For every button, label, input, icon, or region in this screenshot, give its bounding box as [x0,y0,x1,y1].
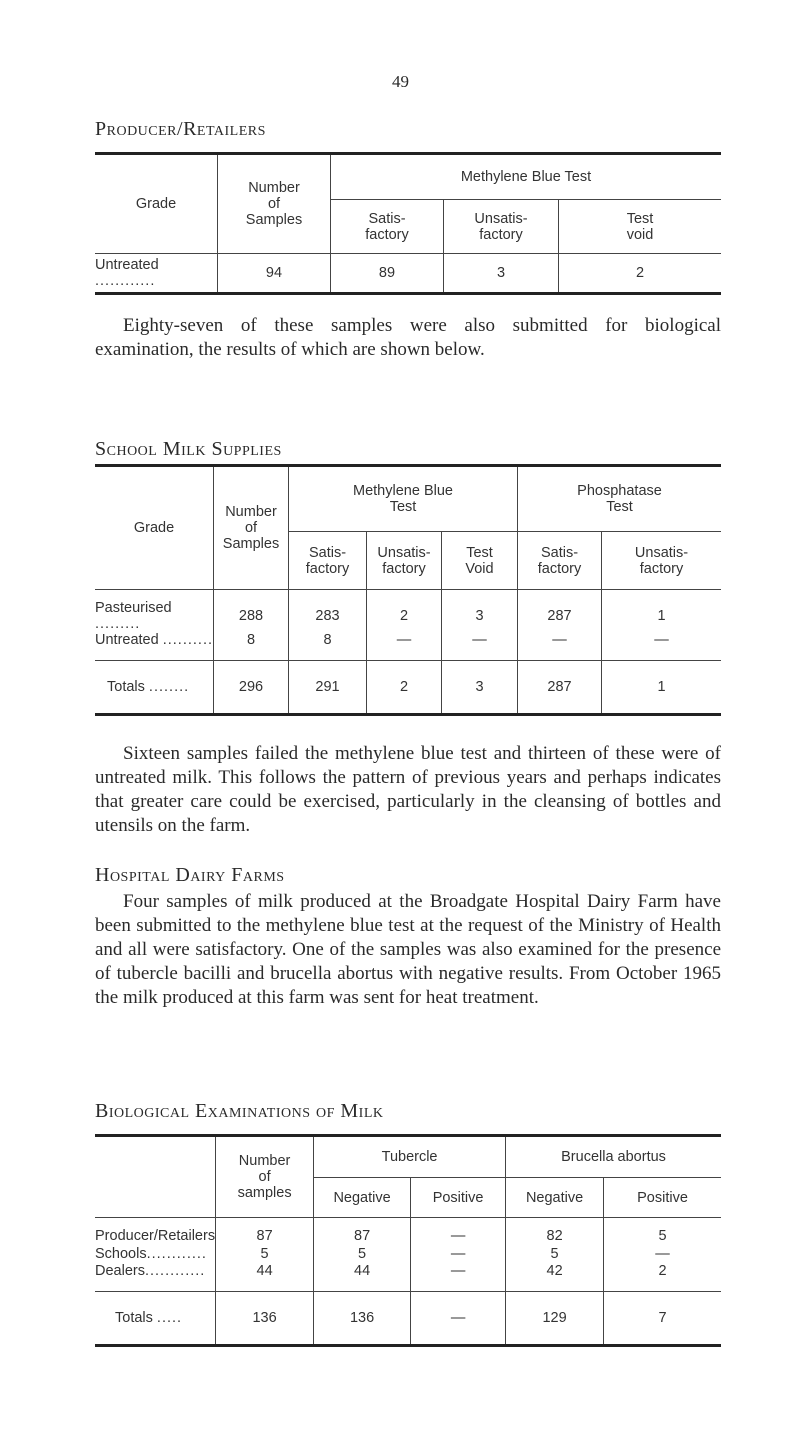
cell-test-void: 2 [559,254,722,294]
row-label: Untreated ............ [95,254,218,294]
col-header-satisfactory: Satis- factory [331,200,444,254]
cell-mbt-unsatisfactory: 2 [367,590,442,633]
totals-label: Totals ..... [95,1291,216,1345]
cell-phos-unsatisfactory: 1 [602,590,722,633]
cell-tubercle-positive: — [411,1244,506,1263]
col-header-number: Number of Samples [214,466,289,590]
table-row [95,590,721,633]
cell-mbt-satisfactory: 8 [289,632,367,660]
col-header-number: Number of Samples [218,154,331,254]
cell-phos-unsatisfactory: — [602,632,722,660]
row-label: Pasteurised ......... [95,600,172,632]
cell-unsatisfactory: 3 [444,254,559,294]
col-header-tubercle-positive: Positive [411,1178,506,1218]
totals-row [95,1291,721,1345]
cell-number: 94 [218,254,331,294]
section-heading-hospital-dairy: Hospital Dairy Farms [95,864,285,886]
col-header-unsatisfactory: Unsatis- factory [444,200,559,254]
col-header-test-void: Test void [559,200,722,254]
cell-number: 8 [214,632,289,660]
section-heading-producer-retailers: Producer/Retailers [95,118,266,140]
table-row [95,1263,721,1291]
row-label: Untreated .......... [95,632,214,648]
cell-number: 87 [216,1218,314,1245]
paragraph-producer-retailers: Eighty-seven of these samples were also submitted for biological examination, the results of which are shown below. [95,315,721,360]
col-group-tubercle: Tubercle [314,1136,506,1178]
cell-brucella-negative: 129 [506,1291,604,1345]
cell-test-void: 3 [442,590,518,633]
school-milk-table [95,464,721,716]
cell-tubercle-positive: — [411,1263,506,1291]
cell-phos-unsatisfactory: 1 [602,660,722,714]
section-heading-biological: Biological Examinations of Milk [95,1100,384,1122]
cell-tubercle-positive: — [411,1291,506,1345]
col-header-phos-satisfactory: Satis- factory [518,532,602,590]
cell-test-void: 3 [442,660,518,714]
cell-phos-satisfactory: 287 [518,590,602,633]
cell-brucella-positive: 5 [604,1218,721,1245]
cell-phos-satisfactory: 287 [518,660,602,714]
col-header-grade: Grade [95,154,218,254]
col-header-test-void: Test Void [442,532,518,590]
cell-test-void: — [442,632,518,660]
cell-number: 296 [214,660,289,714]
cell-brucella-positive: 7 [604,1291,721,1345]
table-row [95,1218,721,1245]
cell-brucella-negative: 5 [506,1244,604,1263]
page-number: 49 [392,72,409,91]
col-group-methylene-blue: Methylene Blue Test [331,154,722,200]
col-header-blank [95,1136,216,1218]
cell-phos-satisfactory: — [518,632,602,660]
col-header-phos-unsatisfactory: Unsatis- factory [602,532,722,590]
table-row [95,632,721,660]
row-label: Schools............ [95,1245,207,1262]
cell-mbt-unsatisfactory: — [367,632,442,660]
cell-mbt-unsatisfactory: 2 [367,660,442,714]
cell-brucella-positive: 2 [604,1263,721,1291]
section-heading-school-milk: School Milk Supplies [95,438,282,460]
cell-number: 136 [216,1291,314,1345]
paragraph-school-milk: Sixteen samples failed the methylene blue test and thirteen of these were of untreated milk. This follows the pattern of previous years and perhaps indicates that greater care could be exercised, particularly in the cleansing of bottles and utensils on the farm. [95,743,721,836]
cell-mbt-satisfactory: 291 [289,660,367,714]
cell-number: 5 [216,1244,314,1263]
cell-tubercle-negative: 87 [314,1218,411,1245]
cell-tubercle-negative: 44 [314,1263,411,1291]
cell-satisfactory: 89 [331,254,444,294]
col-header-number: Number of samples [216,1136,314,1218]
totals-row [95,660,721,714]
cell-number: 288 [214,590,289,633]
col-group-methylene-blue: Methylene Blue Test [289,466,518,532]
col-header-mbt-satisfactory: Satis- factory [289,532,367,590]
row-label: Dealers............ [95,1263,206,1279]
cell-brucella-positive: — [604,1244,721,1263]
cell-number: 44 [216,1263,314,1291]
col-group-brucella: Brucella abortus [506,1136,721,1178]
col-header-brucella-positive: Positive [604,1178,721,1218]
totals-label: Totals ........ [95,660,214,714]
col-header-brucella-negative: Negative [506,1178,604,1218]
cell-brucella-negative: 82 [506,1218,604,1245]
cell-tubercle-negative: 5 [314,1244,411,1263]
cell-tubercle-positive: — [411,1218,506,1245]
col-header-mbt-unsatisfactory: Unsatis- factory [367,532,442,590]
table-row [95,1244,721,1263]
cell-brucella-negative: 42 [506,1263,604,1291]
paragraph-hospital-dairy: Four samples of milk produced at the Broadgate Hospital Dairy Farm have been submitted to the methylene blue test at the request of the Ministry of Health and all were satisfactory. One of the samples was also examined for the presence of tubercle bacilli and brucella abortus with negative results. From October 1965 the milk produced at this farm was sent for heat treatment. [95,891,721,1008]
row-label: Producer/Retailers [95,1218,216,1245]
cell-tubercle-negative: 136 [314,1291,411,1345]
biological-examinations-table [95,1134,721,1347]
col-group-phosphatase: Phosphatase Test [518,466,722,532]
producer-retailers-table [95,152,721,295]
table-row [95,254,721,294]
col-header-grade: Grade [95,466,214,590]
cell-mbt-satisfactory: 283 [289,590,367,633]
col-header-tubercle-negative: Negative [314,1178,411,1218]
